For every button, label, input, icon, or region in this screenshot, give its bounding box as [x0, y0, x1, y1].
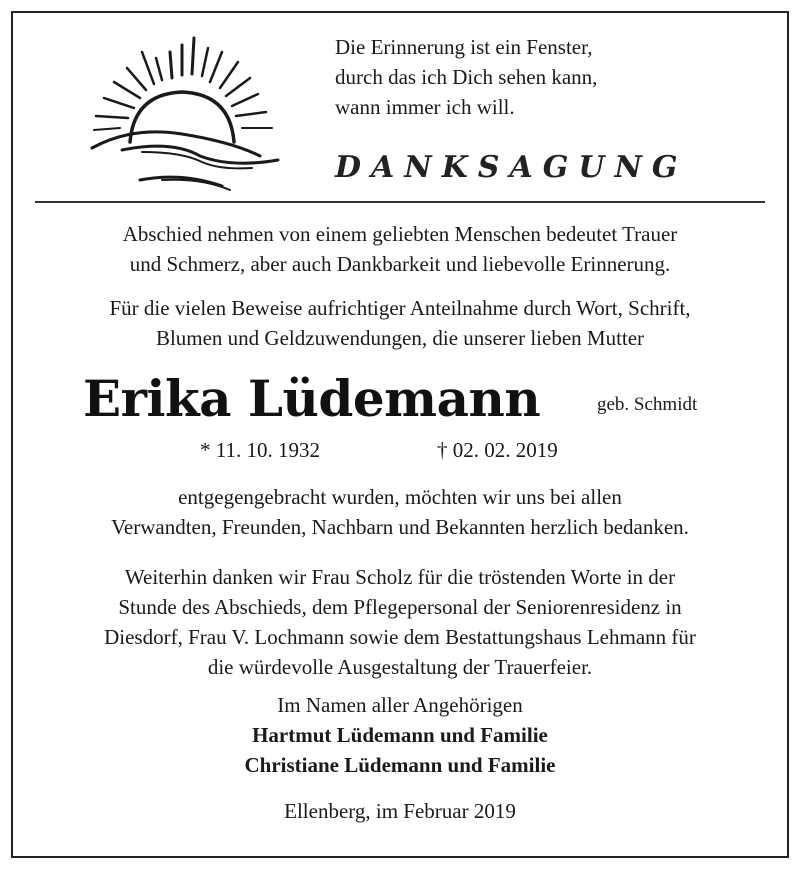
place-date-text: Ellenberg, im Februar 2019 — [284, 799, 516, 823]
intro-paragraph — [20, 219, 780, 279]
family-name: Christiane Lüdemann und Familie — [244, 753, 556, 777]
quote-line: durch das ich Dich sehen kann, — [335, 65, 598, 89]
birth-name: geb. Schmidt — [597, 394, 698, 415]
quote-line: Die Erinnerung ist ein Fenster, — [335, 35, 593, 59]
birth-date: * 11. 10. 1932 — [200, 438, 320, 462]
page-title: DANKSAGUNG — [335, 150, 688, 185]
paragraph-line: Blumen und Geldzuwendungen, die unserer lieben Mutter — [155, 326, 645, 350]
family-name: Hartmut Lüdemann und Familie — [252, 723, 548, 747]
signature-intro: Im Namen aller Angehörigen — [277, 693, 523, 717]
place-date — [20, 796, 780, 826]
paragraph-line: Weiterhin danken wir Frau Scholz für die tröstenden Worte in der — [124, 565, 676, 589]
death-date: † 02. 02. 2019 — [437, 438, 558, 462]
thanks-lead-paragraph — [20, 293, 780, 353]
quote-line: wann immer ich will. — [335, 95, 515, 119]
paragraph-line: Diesdorf, Frau V. Lochmann sowie dem Bestattungshaus Lehmann für — [104, 625, 696, 649]
deceased-name-row — [0, 366, 800, 436]
paragraph-line: Abschied nehmen von einem geliebten Menschen bedeutet Trauer — [122, 222, 678, 246]
paragraph-line: Verwandten, Freunden, Nachbarn und Bekannten herzlich bedanken. — [111, 515, 689, 539]
sunrise-over-hills-icon — [82, 30, 282, 195]
paragraph-line: und Schmerz, aber auch Dankbarkeit und liebevolle Erinnerung. — [129, 252, 671, 276]
paragraph-line: die würdevolle Ausgestaltung der Trauerfeier. — [207, 655, 593, 679]
paragraph-line: Für die vielen Beweise aufrichtiger Anteilnahme durch Wort, Schrift, — [109, 296, 691, 320]
memorial-quote — [335, 32, 755, 122]
signature-block — [20, 690, 780, 780]
thanks-follow-paragraph — [20, 482, 780, 542]
further-thanks-paragraph — [20, 562, 780, 682]
paragraph-line: Stunde des Abschieds, dem Pflegepersonal der Seniorenresidenz in — [118, 595, 682, 619]
deceased-name: Erika Lüdemann — [83, 369, 541, 428]
paragraph-line: entgegengebracht wurden, möchten wir uns bei allen — [178, 485, 622, 509]
divider — [35, 201, 765, 203]
